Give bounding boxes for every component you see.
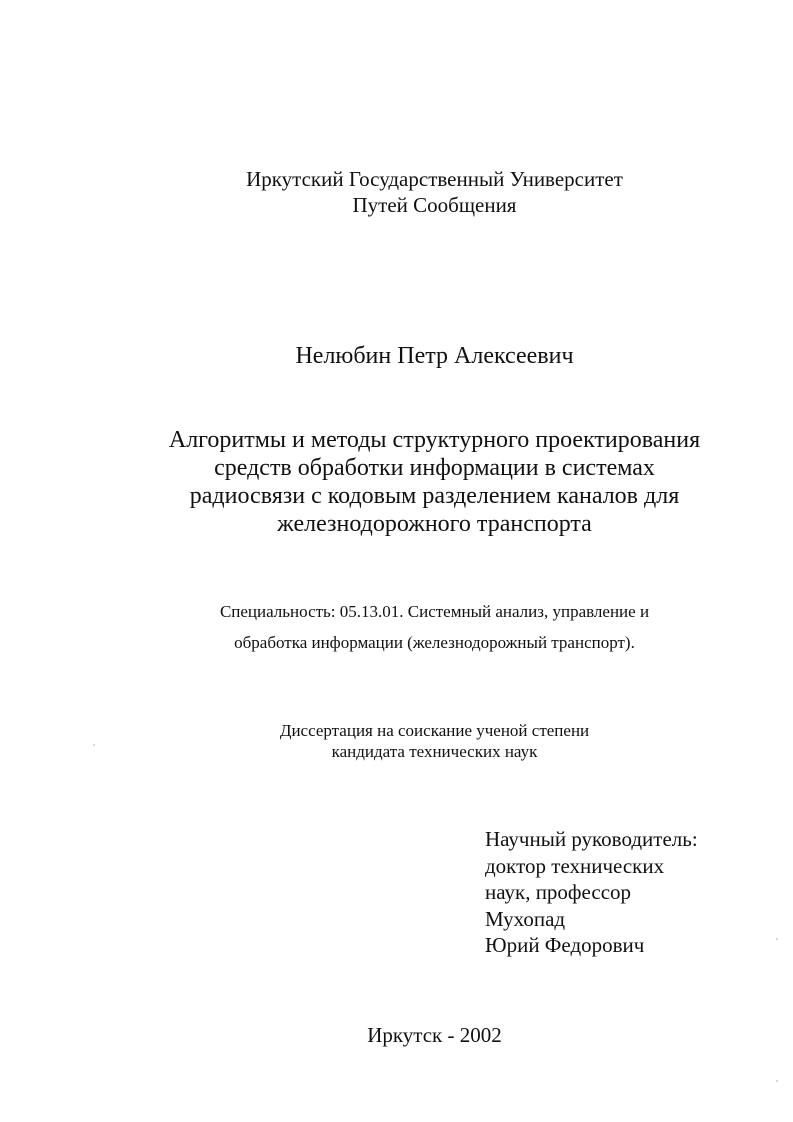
- scan-speck: [93, 744, 95, 746]
- specialty-line-2: обработка информации (железнодорожный транспорт).: [234, 633, 635, 652]
- scientific-supervisor: [485, 826, 775, 959]
- supervisor-line-5: Юрий Федорович: [485, 933, 645, 957]
- degree-line-2: кандидата технических наук: [331, 742, 538, 761]
- specialty: [38, 596, 793, 658]
- city-year-text: Иркутск - 2002: [367, 1023, 502, 1047]
- title-line-3: радиосвязи с кодовым разделением каналов для: [189, 483, 680, 509]
- author-name: [38, 341, 793, 371]
- scan-speck: [776, 938, 778, 940]
- degree-line-1: Диссертация на соискание ученой степени: [279, 721, 590, 740]
- city-year: [38, 1022, 793, 1048]
- university-name-line-2: Путей Сообщения: [352, 193, 517, 217]
- title-line-4: железнодорожного транспорта: [277, 511, 592, 537]
- title-line-2: средств обработки информации в системах: [214, 455, 655, 481]
- dissertation-degree: [38, 720, 793, 762]
- author-name-text: Нелюбин Петр Алексеевич: [295, 343, 574, 369]
- specialty-line-1: Специальность: 05.13.01. Системный анализ, управление и: [219, 602, 650, 621]
- scan-speck: [776, 1080, 778, 1082]
- supervisor-line-1: Научный руководитель:: [485, 827, 698, 851]
- title-line-1: Алгоритмы и методы структурного проектирования: [168, 427, 701, 453]
- supervisor-line-4: Мухопад: [485, 906, 566, 931]
- supervisor-line-3: наук, профессор: [485, 880, 632, 904]
- university-name-line-1: Иркутский Государственный Университет: [246, 167, 623, 191]
- supervisor-line-2: доктор технических: [485, 853, 665, 878]
- dissertation-title: [38, 426, 793, 538]
- university-header: [38, 166, 793, 218]
